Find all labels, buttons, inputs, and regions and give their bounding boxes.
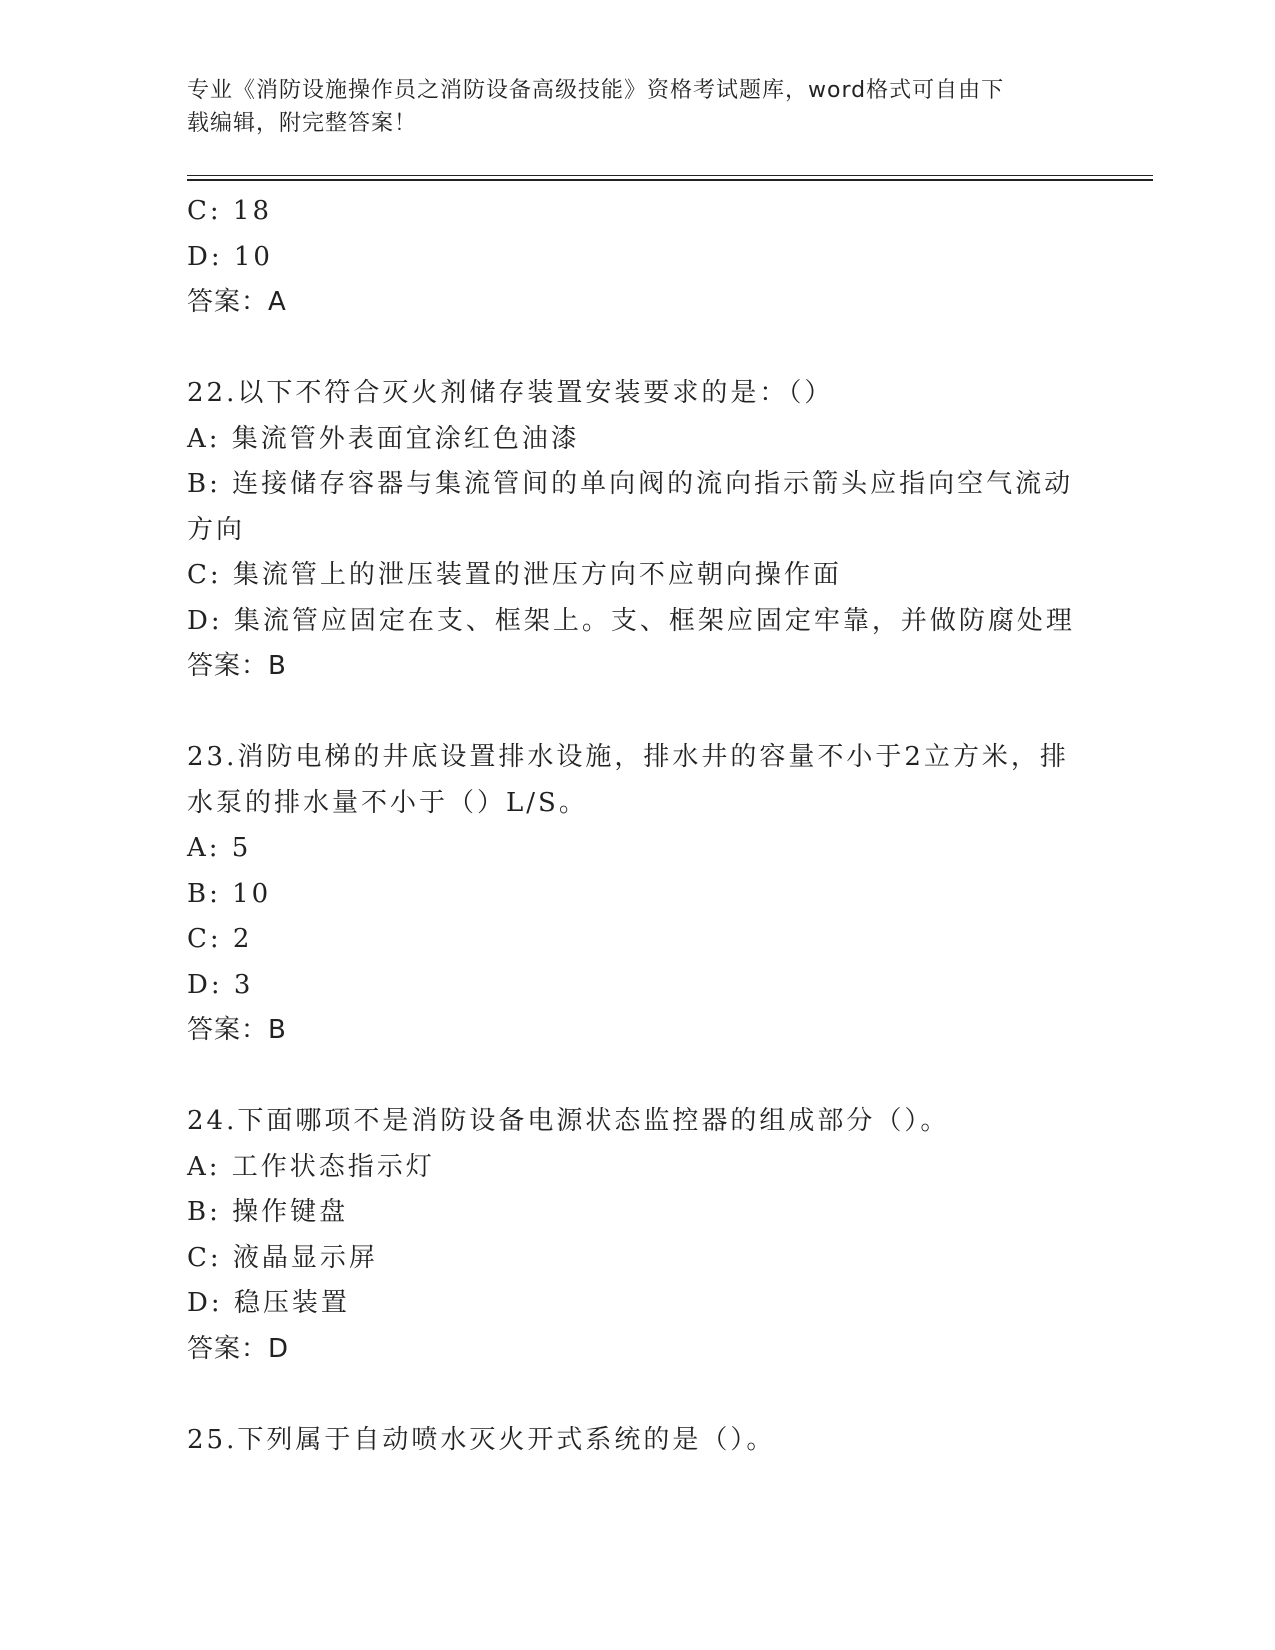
option-c: C: 液晶显示屏 <box>187 1242 378 1273</box>
header-line-1: 专业《消防设施操作员之消防设备高级技能》资格考试题库，word格式可自由下 <box>187 78 1005 103</box>
option-c: C: 18 <box>187 196 273 226</box>
option-a: A: 集流管外表面宜涂红色油漆 <box>187 423 580 454</box>
answer-line: 答案：A <box>187 287 287 317</box>
option-a: A: 工作状态指示灯 <box>187 1151 435 1182</box>
option-d: D: 稳压装置 <box>187 1288 350 1318</box>
answer-line: 答案：B <box>187 651 287 681</box>
document-body <box>187 189 1087 1463</box>
question-21-continued <box>187 189 1087 326</box>
question-23 <box>187 735 1087 1054</box>
option-d: D: 集流管应固定在支、框架上。支、框架应固定牢靠，并做防腐处理 <box>187 605 1075 636</box>
question-stem: 22.以下不符合灭火剂储存装置安装要求的是：（） <box>187 378 834 408</box>
question-stem-continued: 水泵的排水量不小于（）L/S。 <box>187 787 588 818</box>
question-25 <box>187 1418 1087 1464</box>
option-c: C: 集流管上的泄压装置的泄压方向不应朝向操作面 <box>187 560 842 590</box>
option-b-continued: 方向 <box>187 514 246 545</box>
answer-line: 答案：B <box>187 1015 287 1045</box>
document-header <box>187 74 1067 140</box>
spacer <box>187 1372 1087 1418</box>
option-c: C: 2 <box>187 924 253 954</box>
question-stem: 23.消防电梯的井底设置排水设施，排水井的容量不小于2立方米，排 <box>187 742 1069 772</box>
spacer <box>187 690 1087 736</box>
option-d: D: 3 <box>187 969 254 1000</box>
question-stem: 25.下列属于自动喷水灭火开式系统的是（）。 <box>187 1424 776 1455</box>
option-b: B: 连接储存容器与集流管间的单向阀的流向指示箭头应指向空气流动 <box>187 469 1074 499</box>
option-a: A: 5 <box>187 833 252 863</box>
spacer <box>187 1054 1087 1100</box>
answer-line: 答案：D <box>187 1333 290 1364</box>
question-24 <box>187 1099 1087 1372</box>
option-b: B: 10 <box>187 878 272 909</box>
spacer <box>187 326 1087 372</box>
header-divider-thin <box>187 175 1153 176</box>
header-line-2: 载编辑，附完整答案！ <box>187 111 418 136</box>
question-stem: 24.下面哪项不是消防设备电源状态监控器的组成部分（）。 <box>187 1106 950 1136</box>
option-b: B: 操作键盘 <box>187 1197 349 1227</box>
question-22 <box>187 371 1087 690</box>
header-divider-thick <box>187 179 1153 181</box>
option-d: D: 10 <box>187 241 273 272</box>
